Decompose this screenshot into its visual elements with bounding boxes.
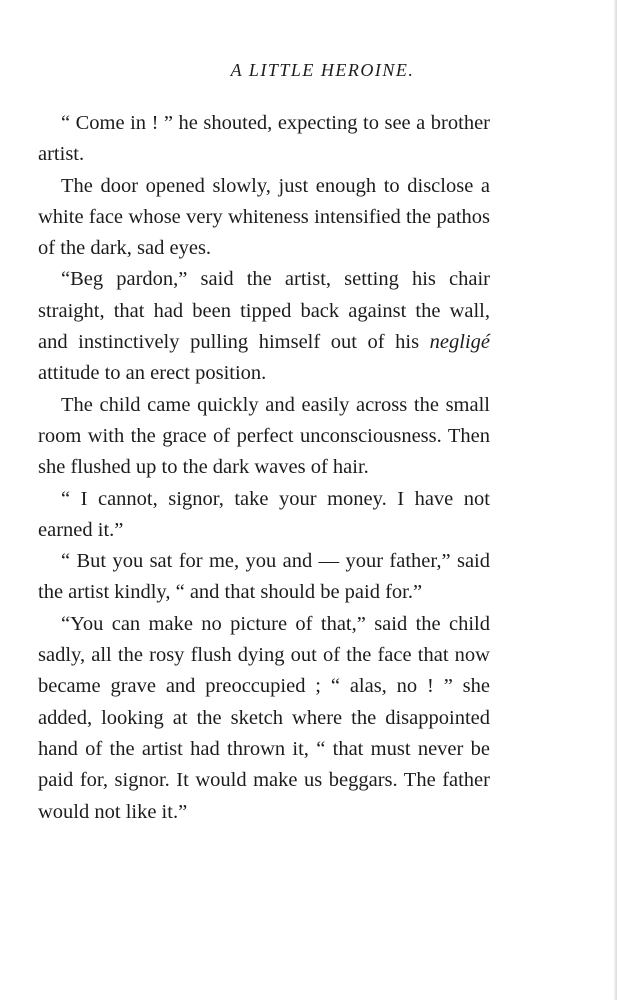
paragraph: [38, 390, 490, 484]
paragraph: [38, 171, 490, 265]
text-run: “ Come in ! ” he shouted, expecting to see a brother artist.: [38, 112, 490, 166]
text-run: attitude to an erect position.: [38, 362, 267, 385]
text-run: The door opened slowly, just enough to disclose a white face whose very whiteness intensified the pathos of the dark, sad eyes.: [38, 174, 490, 260]
paragraph: [38, 609, 490, 828]
paragraph: [38, 484, 490, 547]
body-text: [38, 108, 490, 828]
running-head: A LITTLE HEROINE.: [230, 60, 415, 80]
paragraph: [38, 108, 490, 171]
paragraph: [38, 264, 490, 389]
text-run: “ I cannot, signor, take your money. I have not earned it.”: [38, 487, 490, 541]
text-run: “Beg pardon,” said the artist, setting his chair straight, that had been tipped back against the wall, and instinctively pulling himself out of his: [38, 268, 490, 354]
text-run: “ But you sat for me, you and — your father,” said the artist kindly, “ and that should be paid for.”: [38, 550, 490, 604]
text-run: The child came quickly and easily across the small room with the grace of perfect unconsciousness. Then she flushed up to the dark waves of hair.: [38, 393, 490, 479]
italic-text-run: negligé: [429, 331, 490, 354]
text-run: “You can make no picture of that,” said the child sadly, all the rosy flush dying out of the face that now became grave and preoccupied ; “ alas, no ! ” she added, looking at the sketch where the disappointed hand of the artist had thrown it, “ that must never be paid for, signor. It would make us beggars. The father would not like it.”: [38, 612, 490, 823]
paragraph: [38, 546, 490, 609]
